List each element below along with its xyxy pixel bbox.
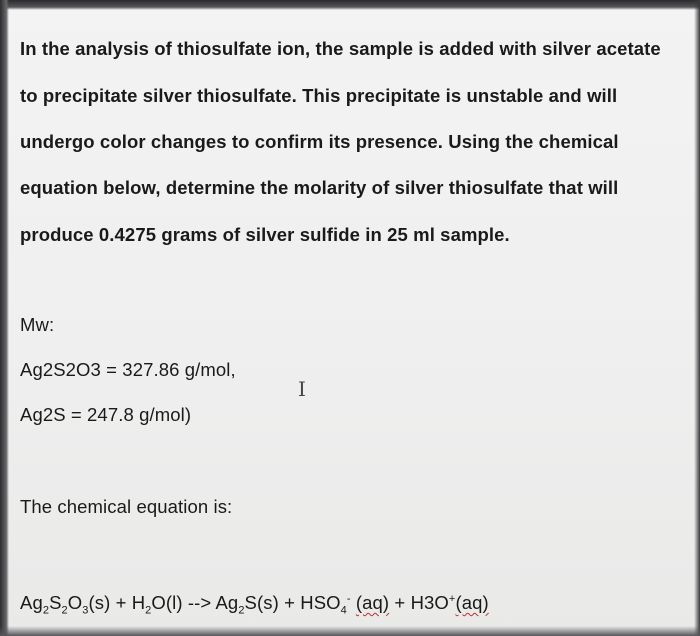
spellcheck-aq-2: (aq) [455, 592, 489, 613]
chemical-equation: $Ag_2S_2O_3(s) + H_2O(l)$ --> $Ag_2S(s) + HSO_4^-$ (aq) + H3O+(aq) [20, 592, 489, 617]
question-line-2: to precipitate silver thiosulfate. This precipitate is unstable and will [20, 85, 618, 106]
mw-silver-thiosulfate: Ag2S2O3 = 327.86 g/mol, [20, 359, 236, 380]
mw-silver-sulfide: Ag2S = 247.8 g/mol) [20, 404, 192, 425]
text-cursor-icon: I [298, 377, 306, 401]
question-line-3: undergo color changes to confirm its presence. Using the chemical [20, 131, 619, 152]
equation-heading: The chemical equation is: [20, 496, 233, 517]
photo-border-right [694, 0, 700, 636]
photo-border-left [0, 0, 9, 636]
question-line-4: equation below, determine the molarity of silver thiosulfate that will [20, 177, 619, 198]
question-line-1: In the analysis of thiosulfate ion, the sample is added with silver acetate [20, 38, 661, 59]
mw-heading: Mw: [20, 314, 55, 335]
question-line-5: produce 0.4275 grams of silver sulfide in 25 ml sample. [20, 224, 510, 245]
photo-border-top [0, 0, 700, 10]
photo-border-bottom [0, 626, 700, 636]
spellcheck-aq-1: (aq) [355, 592, 390, 613]
